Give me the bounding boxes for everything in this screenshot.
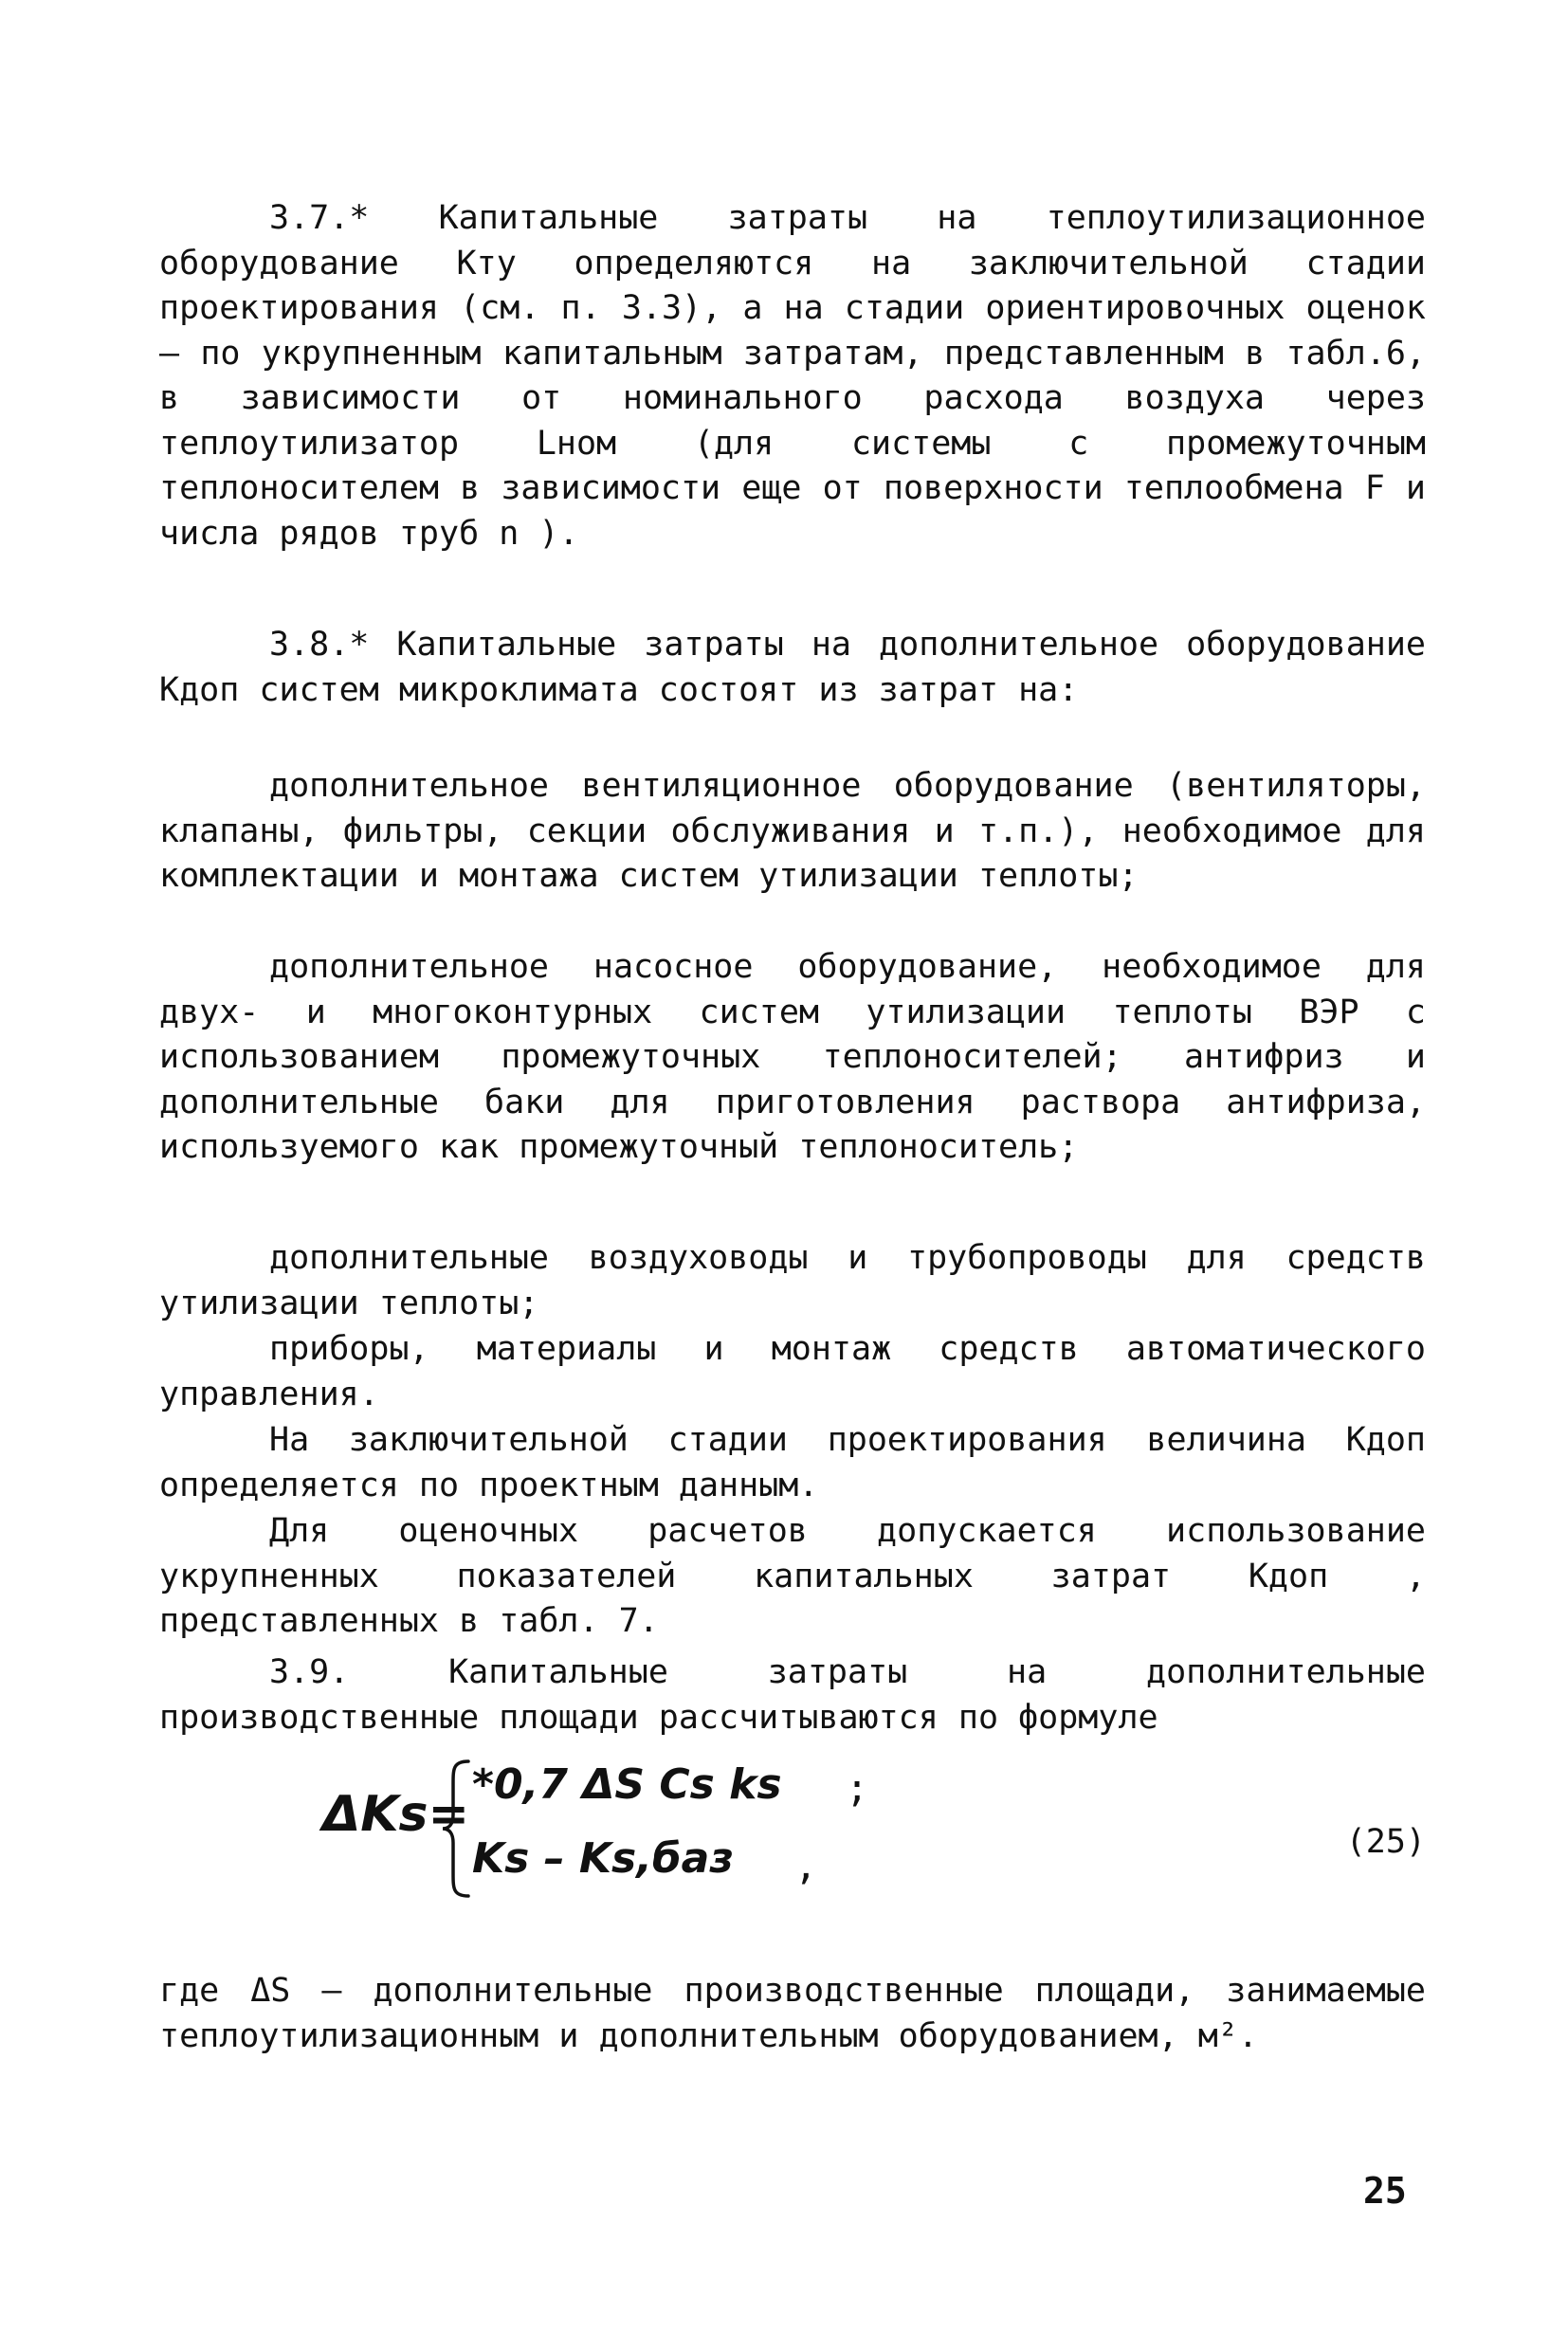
formula-case-1: *0,7 ΔS Cs ks: [472, 1760, 782, 1809]
paragraph-3-8: 3.8.* Капитальные затраты на дополнительное оборудование Kдоп систем микроклимата состоят из затрат на:: [159, 626, 1426, 709]
list-item-pump-equipment: дополнительное насосное оборудование, необходимое для двух- и многоконтурных систем утилизации теплоты ВЭР с использованием промежуточных теплоносителей; антифриз и дополнительные баки для приготовления раствора антифриза, используемого как промежуточный теплоноситель;: [159, 948, 1426, 1166]
formula-case-2: Ks – Ks,баз: [472, 1834, 734, 1883]
formula-25: [322, 1754, 1426, 1905]
formula-lhs: ΔKs=: [322, 1786, 470, 1843]
paragraph-where-definition: где ΔS – дополнительные производственные площади, занимаемые теплоутилизационным и дополнительным оборудованием, м².: [159, 1972, 1426, 2055]
paragraph-3-9: 3.9. Капитальные затраты на дополнительные производственные площади рассчитываются по формуле: [159, 1653, 1426, 1737]
list-item-ventilation-equipment: дополнительное вентиляционное оборудование (вентиляторы, клапаны, фильтры, секции обслуживания и т.п.), необходимое для комплектации и монтажа систем утилизации теплоты;: [159, 767, 1426, 895]
page-number: 25: [1363, 2170, 1407, 2212]
paragraph-estimates: Для оценочных расчетов допускается использование укрупненных показателей капитальных затрат Kдоп , представленных в табл. 7.: [159, 1512, 1426, 1640]
left-brace-icon: [440, 1758, 472, 1900]
list-item-automation: приборы, материалы и монтаж средств автоматического управления.: [159, 1330, 1426, 1413]
formula-number: (25): [1345, 1823, 1426, 1861]
paragraph-final-stage: На заключительной стадии проектирования величина Kдоп определяется по проектным данным.: [159, 1421, 1426, 1504]
paragraph-3-7: 3.7.* Капитальные затраты на теплоутилизационное оборудование Kту определяются на заключительной стадии проектирования (см. п. 3.3), а на стадии ориентировочных оценок – по укрупненным капитальным затратам, представленным в табл.6, в зависимости от номинального расхода воздуха через теплоутилизатор Lном (для системы с промежуточным теплоносителем в зависимости еще от поверхности теплообмена F и числа рядов труб n ).: [159, 199, 1426, 553]
formula-case-1-separator: ;: [846, 1767, 869, 1811]
list-item-ducts-pipes: дополнительные воздуховоды и трубопроводы для средств утилизации теплоты;: [159, 1239, 1426, 1322]
formula-case-2-separator: ,: [794, 1845, 818, 1888]
